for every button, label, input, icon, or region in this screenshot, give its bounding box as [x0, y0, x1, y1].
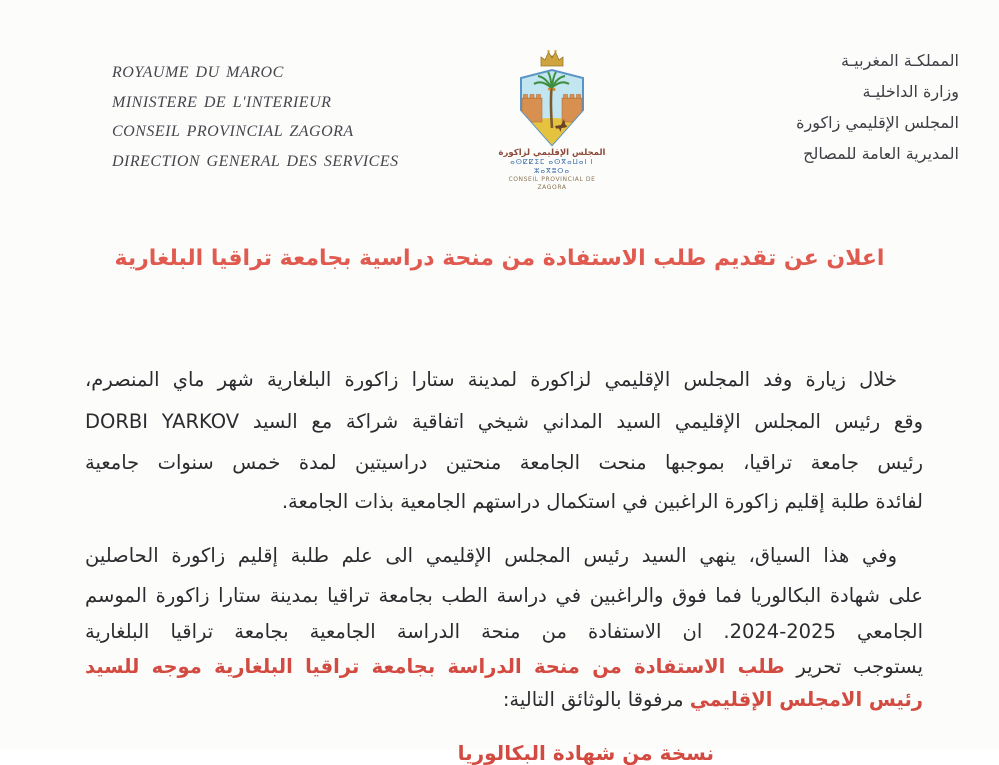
paragraph1-line1: خلال زيارة وفد المجلس الإقليمي لزاكورة لمدينة ستارا زاكورة البلغارية شهر ماي المنصرم، [85, 368, 897, 391]
letterhead-arabic-line: المديرية العامة للمصالح [803, 144, 959, 163]
letterhead-arabic-line: المملكـة المغربيـة [841, 51, 959, 70]
line4-black-text: يستوجب تحرير [784, 655, 924, 678]
letterhead-french-line: MINISTERE DE L'INTERIEUR [112, 93, 332, 111]
line5-red-emphasis: رئيس الامجلس الإقليمي [689, 688, 923, 711]
letterhead-french-line: ROYAUME DU MAROC [112, 64, 284, 81]
paragraph1-line2: وقع رئيس المجلس الإقليمي السيد المداني شيخي اتفاقية شراكة مع السيد DORBI YARKOV [85, 410, 924, 433]
letterhead-arabic-line: وزارة الداخليـة [862, 82, 959, 101]
letterhead-arabic [796, 45, 959, 169]
letterhead-arabic-line: المجلس الإقليمي زاكورة [796, 113, 959, 132]
line4-red-emphasis: طلب الاستفادة من منحة الدراسة بجامعة تراقيا البلغارية موجه للسيد [85, 655, 785, 678]
paragraph2-line1: وفي هذا السياق، ينهي السيد رئيس المجلس الإقليمي الى علم طلبة إقليم زاكورة الحاصلين [85, 544, 897, 567]
letterhead-french-line: DIRECTION GENERAL DES SERVICES [112, 152, 399, 170]
cropped-list-item: نسخة من شهادة البكالوريا [457, 741, 714, 765]
paragraph2-line2: على شهادة البكالوريا فما فوق والراغبين في دراسة الطب بجامعة تراقيا بمدينة ستارا زاكورة الموسم [85, 584, 923, 607]
provincial-council-crest [497, 48, 607, 192]
crest-emblem-icon [515, 48, 589, 148]
paragraph2-line3: الجامعي 2025-2024. ان الاستفادة من منحة الدراسة الجامعية بجامعة تراقيا البلغارية [85, 620, 923, 643]
paragraph2-line4 [85, 655, 923, 678]
paragraph1-line4: لفائدة طلبة إقليم زاكورة الراغبين في استكمال دراستهم الجامعية بذات الجامعة. [281, 490, 923, 513]
line5-black-text: مرفوقا بالوثائق التالية: [502, 688, 690, 711]
crown-icon [541, 52, 563, 66]
paragraph2-line5 [85, 688, 923, 711]
crest-caption-latin: CONSEIL PROVINCIAL DE ZAGORA [508, 176, 596, 191]
paragraph1-line3: رئيس جامعة تراقيا، بموجبها منحت الجامعة منحتين دراسيتين لمدة خمس سنوات جامعية [85, 451, 923, 474]
palm-trunk [551, 88, 552, 128]
announcement-title: اعلان عن تقديم طلب الاستفادة من منحة دراسية بجامعة تراقيا البلغارية [114, 246, 885, 271]
letterhead-french [112, 58, 399, 176]
letterhead-french-line: CONSEIL PROVINCIAL ZAGORA [112, 123, 354, 140]
crest-caption-arabic: المجلس الإقليمي لزاكورة [498, 148, 606, 158]
crest-caption-tifinagh: ⴰⵙⵇⵇⵉⵎ ⴰⵙⴳⴰⵡⴰⵏ ⵏ ⵣⴰⴳⵓⵔⴰ [510, 158, 594, 175]
